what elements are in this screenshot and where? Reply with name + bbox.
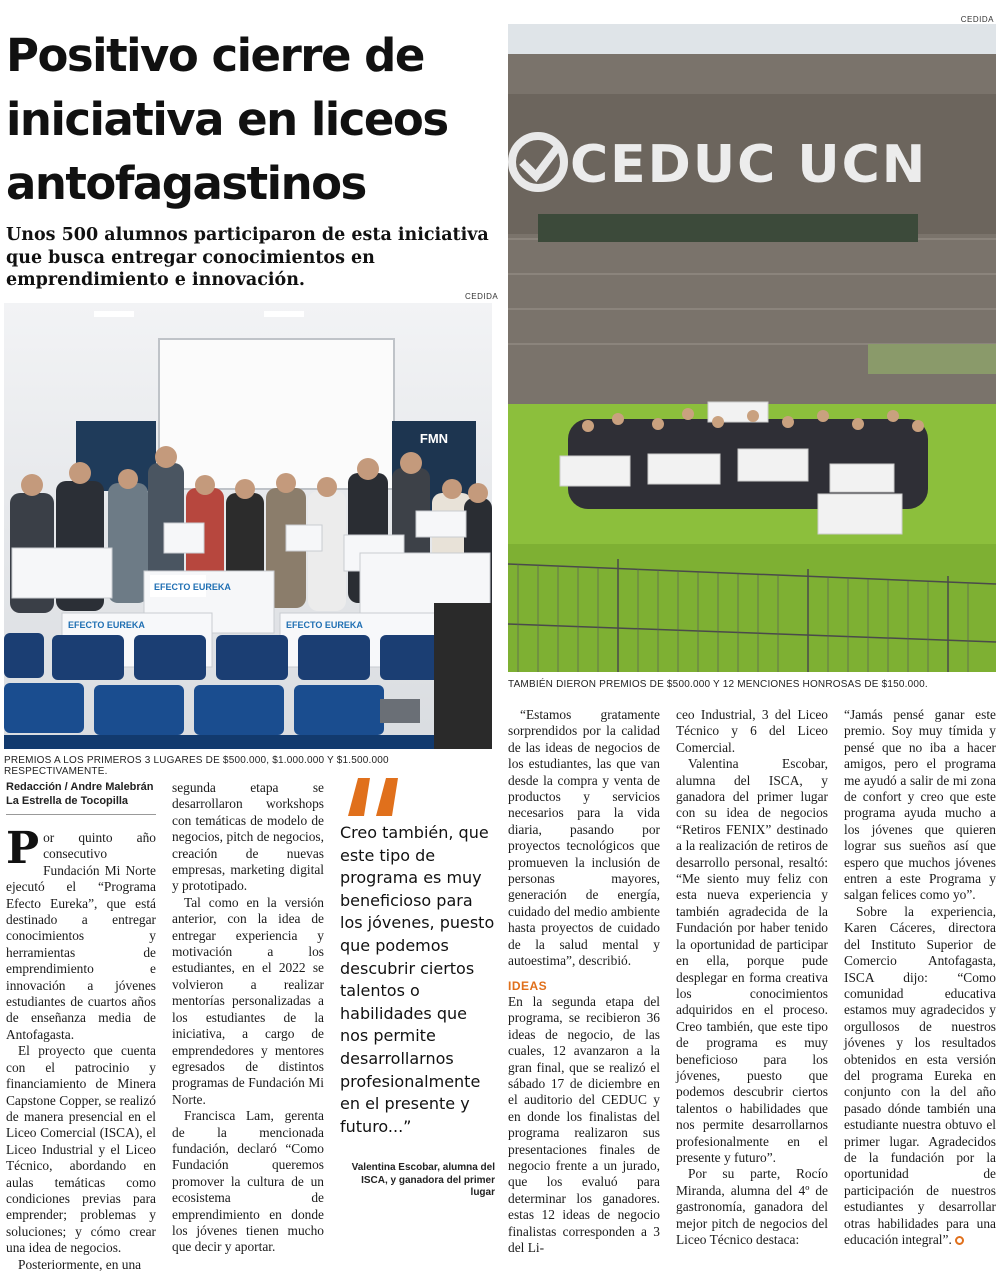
byline-outlet: La Estrella de Tocopilla xyxy=(6,795,129,807)
paragraph: Francisca Lam, gerenta de la mencionada fundación, declaró “Como Fundación queremos promover la cultura de un ecosistema de emprendimiento en donde los jóvenes tienen mucho que decir y aportar. xyxy=(172,1108,324,1255)
paragraph-final: Sobre la experiencia, Karen Cáceres, directora del Instituto Superior de Comercio Antofagasta, ISCA dijo: “Como comunidad educativa estamos muy agradecidos y orgullosos de nuestros jóvenes y los resultados obtenidos en esta versión del programa Eureka en conjunto con la del año pasado dónde también una estudiante nuestra obtuvo el primer lugar. Agradecidos de la fundación por la oportunidad de participación de nuestros estudiantes y desarrollar otras habilidades para una educación integral”. xyxy=(844,903,996,1247)
article-column-6 xyxy=(844,707,996,1248)
byline-author: Redacción / Andre Malebrán xyxy=(6,781,154,793)
paragraph: “Estamos gratamente sorprendidos por la calidad de las ideas de negocios de los estudiantes, las que van desde la compra y venta de productos y servicios necesarios para la vida diaria, pasando por proyectos tecnológicos que promueven la inclusión de personas mayores, generación de energía, cuidado del medio ambiente hasta proyectos de cuidado de la salud mental y autoestima”, describió. xyxy=(508,707,660,969)
banner-fmn: FMN xyxy=(419,431,449,446)
caption-right-photo: TAMBIÉN DIERON PREMIOS DE $500.000 Y 12 MENCIONES HONROSAS DE $150.000. xyxy=(508,679,928,690)
paragraph-intro: Por quinto año consecutivo Fundación Mi Norte ejecutó el “Programa Efecto Eureka”, que está destinado a entregar conocimientos y herramientas de emprendimiento e innovación a jóvenes estudiantes de cuartos años de enseñanza media de Antofagasta. xyxy=(6,823,156,1042)
dropcap: P xyxy=(6,823,40,874)
quote-mark-icon xyxy=(344,770,404,820)
article-column-2 xyxy=(172,780,324,1256)
photo-credit-top: CEDIDA xyxy=(960,15,994,24)
auditorium-illustration xyxy=(4,303,492,749)
paragraph: Tal como en la versión anterior, con la idea de entregar experiencia y motivación a los estudiantes, en el 2022 se volvieron a realizar mentorías personalizadas a los estudiantes de la iniciativa, a cargo de emprendedores y mentores egresados de distintos programas de Fundación Mi Norte. xyxy=(172,894,324,1107)
building-illustration xyxy=(508,24,996,672)
headline: Positivo cierre de iniciativa en liceos antofagastinos xyxy=(6,29,448,210)
building-sign: CEDUC UCN xyxy=(570,135,928,195)
byline-divider xyxy=(6,814,156,815)
paragraph: Posteriormente, en una xyxy=(18,1256,142,1272)
sign-efecto-eureka-1: EFECTO EUREKA xyxy=(154,582,231,592)
article-column-1 xyxy=(6,823,156,1273)
paragraph: Por su parte, Rocío Miranda, alumna del 4º de gastronomía, ganadora del mejor pitch de negocios del Liceo Técnico destaca: xyxy=(676,1166,828,1247)
subheadline: Unos 500 alumnos participaron de esta iniciativa que busca entregar conocimientos en emprendimiento e innovación. xyxy=(6,225,489,290)
article-column-5 xyxy=(676,707,828,1248)
photo-ceduc-building xyxy=(508,24,996,672)
photo-credit-left: CEDIDA xyxy=(465,292,499,301)
sign-efecto-eureka-2: EFECTO EUREKA xyxy=(68,620,145,630)
paragraph: En la segunda etapa del programa, se recibieron 36 ideas de negocio, de las cuales, 12 avanzaron a la gran final, que se realizó el sábado 17 de diciembre en el auditorio del CEDUC y en donde los finalistas del programa realizaron sus presentaciones finales de negocio frente a un jurado, que los evaluó para determinar los ganadores. estas 12 ideas de negocio finalistas corresponden a 3 del Li- xyxy=(508,993,660,1255)
byline xyxy=(6,780,156,808)
end-mark-icon xyxy=(955,1236,964,1245)
article-column-4 xyxy=(508,707,660,1256)
section-heading-ideas: IDEAS xyxy=(508,978,548,993)
paragraph: El proyecto que cuenta con el patrocinio y financiamiento de Minera Capstone Copper, se realizó de manera presencial en el Liceo Comercial (ISCA), el Liceo Industrial y el Liceo Técnico, abordando en aulas temáticas como condiciones previas para emprender; problemas y soluciones; y cómo crear una idea de negocios. xyxy=(6,1043,156,1256)
paragraph: ceo Industrial, 3 del Liceo Técnico y 6 del Liceo Comercial. xyxy=(676,707,828,755)
sign-efecto-eureka-3: EFECTO EUREKA xyxy=(286,620,363,630)
caption-left-photo: PREMIOS A LOS PRIMEROS 3 LUGARES DE $500.000, $1.000.000 Y $1.500.000 RESPECTIVAMENTE. xyxy=(4,755,389,777)
pull-quote-attribution: Valentina Escobar, alumna del ISCA, y ganadora del primer lugar xyxy=(351,1162,495,1198)
paragraph: “Jamás pensé ganar este premio. Soy muy tímida y pensé que no iba a hacer amigos, pero el programa me ayudó a salir de mi zona de confort y creo que este programa ayuda mucho a los jóvenes que quieren lograr sus sueños así que espero que muchos jóvenes entren a este Programa y salgan felices como yo”. xyxy=(844,707,996,903)
pull-quote: Creo también, que este tipo de programa es muy beneficioso para los jóvenes, puesto que podemos descubrir ciertos talentos o habilidades que nos permite desarrollarnos profesionalmente en el presente y futuro...” xyxy=(340,823,495,1136)
paragraph: Valentina Escobar, alumna del ISCA, y ganadora del primer lugar con su idea de negocios “Retiros FENIX” destinado a la realización de retiros de desarrollo personal, resaltó: “Me siento muy feliz con esta nueva experiencia y también agradecida de la Fundación por haber tenido la oportunidad de participar en ella, porque pude desplegar en forma creativa los conocimientos adquiridos en el proceso. Creo también, que este tipo de programa es muy beneficioso para los jóvenes, puesto que podemos descubrir ciertos talentos o habilidades que nos permite desarrollarnos profesionalmente en el presente y futuro”. xyxy=(676,756,828,1165)
photo-auditorium xyxy=(4,303,492,749)
paragraph: segunda etapa se desarrollaron workshops con temáticas de modelo de negocios, pitch de negocios, creación de nuevas empresas, marketing digital y prototipado. xyxy=(172,780,324,894)
